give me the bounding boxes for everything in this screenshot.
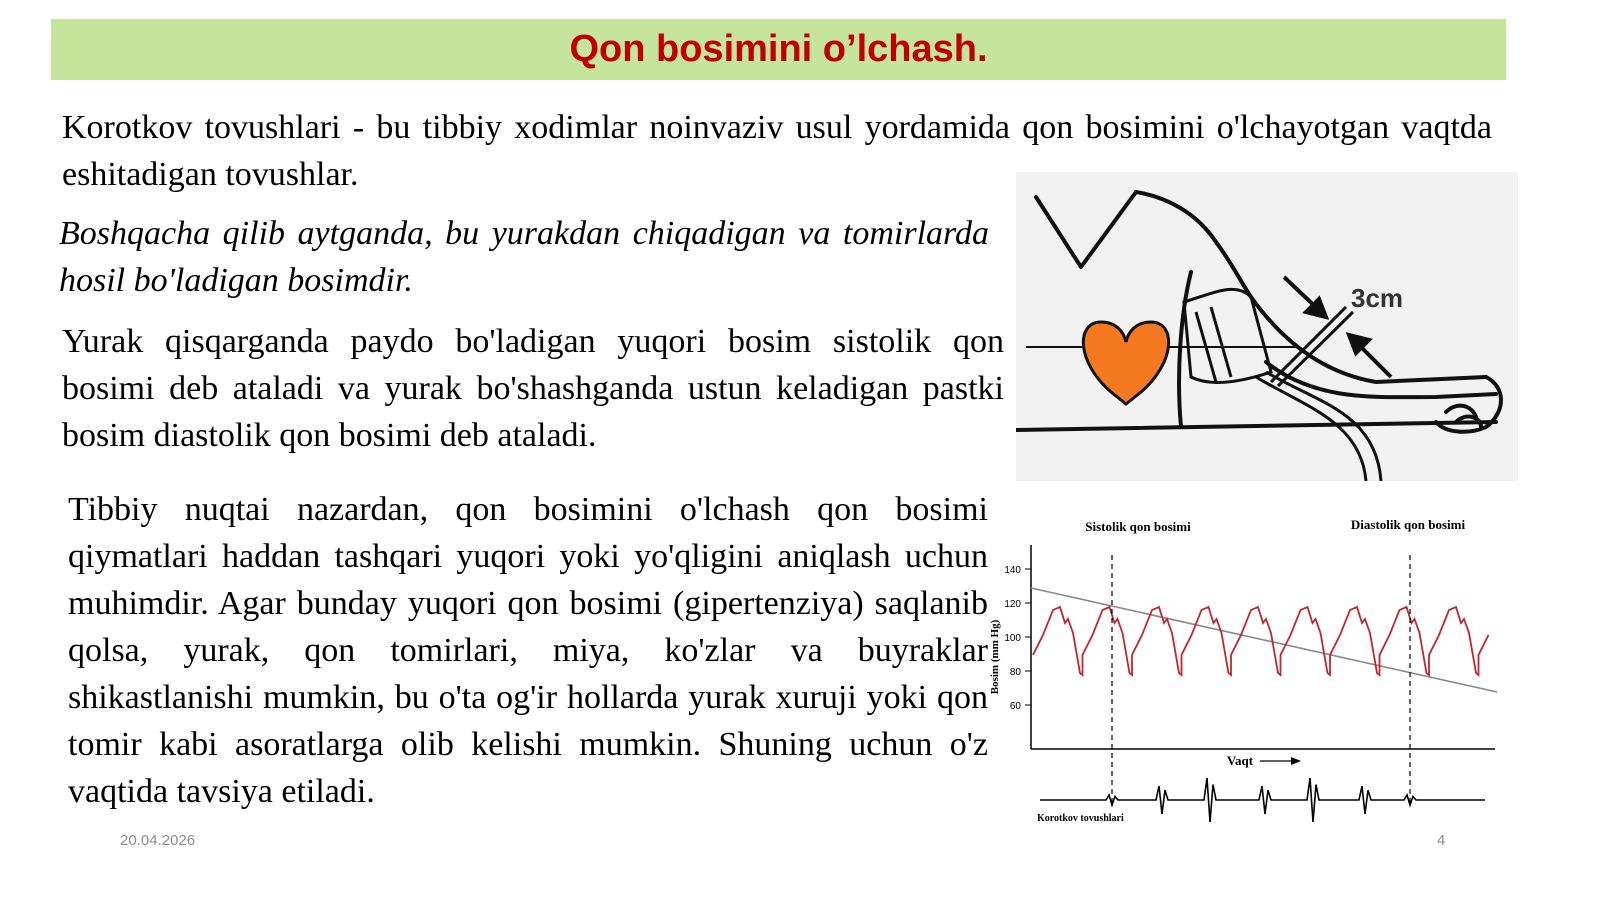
arrow-right-icon [1291,757,1301,765]
paragraph-importance: Tibbiy nuqtai nazardan, qon bosimini o'lchash qon bosimi qiymatlari haddan tashqari yuqori yoki yo'qligini aniqlash uchun muhimdir. Agar bunday yuqori qon bosimi (gipertenziya) saqlanib qolsa, yurak, qon tomirlari, miya, ko'zlar va buyraklar shikastlanishi mumkin, bu o'ta og'ir hollarda yurak xuruji yoki qon tomir kabi asoratlarga olib kelishi mumkin. Shuning uchun o'z vaqtida tavsiya etiladi. [68,491,988,810]
slide-title: Qon bosimini o’lchash. [569,28,988,70]
y-tick-label: 100 [1004,633,1021,644]
y-ticks [1004,565,1031,712]
systolic-label: Sistolik qon bosimi [1085,519,1191,534]
y-tick-label: 80 [1009,667,1021,678]
y-tick-label: 60 [1009,701,1021,712]
cuff-illustration [1016,172,1518,481]
paragraph-korotkov-definition: Korotkov tovushlari - bu tibbiy xodimlar noinvaziv usul yordamida qon bosimini o'lchayotgan vaqtda eshitadigan tovushlar. [62,109,1492,193]
y-tick-label: 140 [1004,565,1021,576]
korotkov-label: Korotkov tovushlari [1037,813,1124,824]
x-axis-label: Vaqt [1226,753,1254,768]
measurement-label: 3cm [1351,283,1404,313]
y-axis-label: Bosim (mm Hg) [989,619,1001,695]
title-bar [51,19,1506,80]
pressure-wave [1033,607,1489,675]
footer-date: 20.04.2026 [120,832,196,849]
cuff-pressure-line [1031,588,1497,692]
y-tick-label: 120 [1004,599,1021,610]
paragraph-pressure-definition: Boshqacha qilib aytganda, bu yurakdan chiqadigan va tomirlarda hosil bo'ladigan bosimdir. [59,215,989,299]
page-number: 4 [1437,832,1446,849]
paragraph-systolic-diastolic: Yurak qisqarganda paydo bo'ladigan yuqori bosim sistolik qon bosimi deb ataladi va yurak bo'shashganda ustun keladigan pastki bosim diastolik qon bosimi deb ataladi. [62,323,1004,454]
korotkov-chart [985,505,1515,830]
diastolic-label: Diastolik qon bosimi [1350,517,1466,532]
